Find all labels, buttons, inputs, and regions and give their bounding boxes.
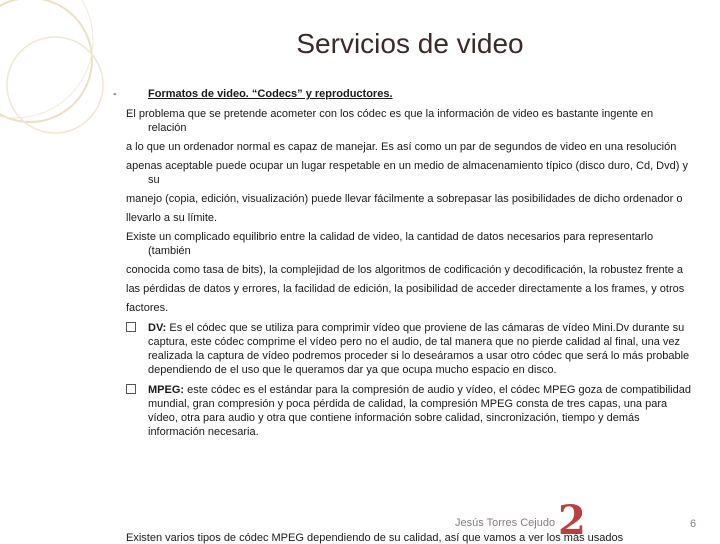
paragraph: Existe un complicado equilibrio entre la calidad de video, la cantidad de datos necesarios para representarlo (también (126, 231, 654, 257)
paragraph: las pérdidas de datos y errores, la facilidad de edición, la posibilidad de acceder directamente a los frames, y otros (126, 283, 685, 295)
svg-text:2: 2 (558, 498, 586, 540)
bullet-text: este códec es el estándar para la compresión de audio y vídeo, el códec MPEG goza de compatibilidad mundial, gran compresión y poca pérdida de calidad, la compresión MPEG consta de tres capas, una para vídeo, otra para audio y otra que contiene información sobre calidad, sincronización, tiempo y demás información necesaria. (148, 384, 691, 438)
slide-content (113, 87, 692, 445)
paragraph: llevarlo a su límite. (126, 212, 218, 224)
bullet-text: Es el códec que se utiliza para comprimir vídeo que proviene de las cámaras de vídeo Mini.Dv durante su captura, este códec comprime el vídeo pero no el audio, de tal manera que no pierde calidad al final, una vez realizada la captura de vídeo podremos proceder si lo deseáramos a usar otro códec que será lo más probable dependiendo de el uso que le queramos dar ya que ocupa mucho espacio en disco. (148, 322, 690, 376)
paragraph: El problema que se pretende acometer con los códec es que la información de video es bastante ingente en relación (126, 108, 654, 134)
square-bullet-icon (126, 322, 136, 332)
bullet-item-mpeg (126, 383, 692, 439)
bullet-item-dv (126, 321, 692, 377)
paragraph: factores. (126, 302, 169, 314)
overflow-text: Existen varios tipos de códec MPEG dependiendo de su calidad, así que vamos a ver los más usados (126, 532, 624, 544)
dash-marker: - (113, 88, 117, 100)
subheading (113, 87, 692, 101)
bullet-term: DV: (148, 322, 167, 334)
paragraph: apenas aceptable puede ocupar un lugar respetable en un medio de almacenamiento típico (disco duro, Cd, Dvd) y su (126, 160, 688, 186)
bullet-term: MPEG: (148, 384, 185, 396)
square-bullet-icon (126, 384, 136, 394)
paragraph: manejo (copia, edición, visualización) puede llevar fácilmente a sobrepasar las posibilidades de dicho ordenador o (126, 193, 683, 205)
paragraph: a lo que un ordenador normal es capaz de manejar. Es así como un par de segundos de video en una resolución (126, 141, 677, 153)
slide-title: Servicios de video (296, 28, 524, 59)
paragraph: conocida como tasa de bits), la complejidad de los algoritmos de codificación y decodificación, la robustez frente a (126, 264, 684, 276)
footer-author: Jesús Torres Cejudo (455, 517, 556, 529)
page-number: 6 (690, 518, 697, 530)
subheading-text: Formatos de video. “Codecs” y reproductores. (148, 88, 393, 100)
